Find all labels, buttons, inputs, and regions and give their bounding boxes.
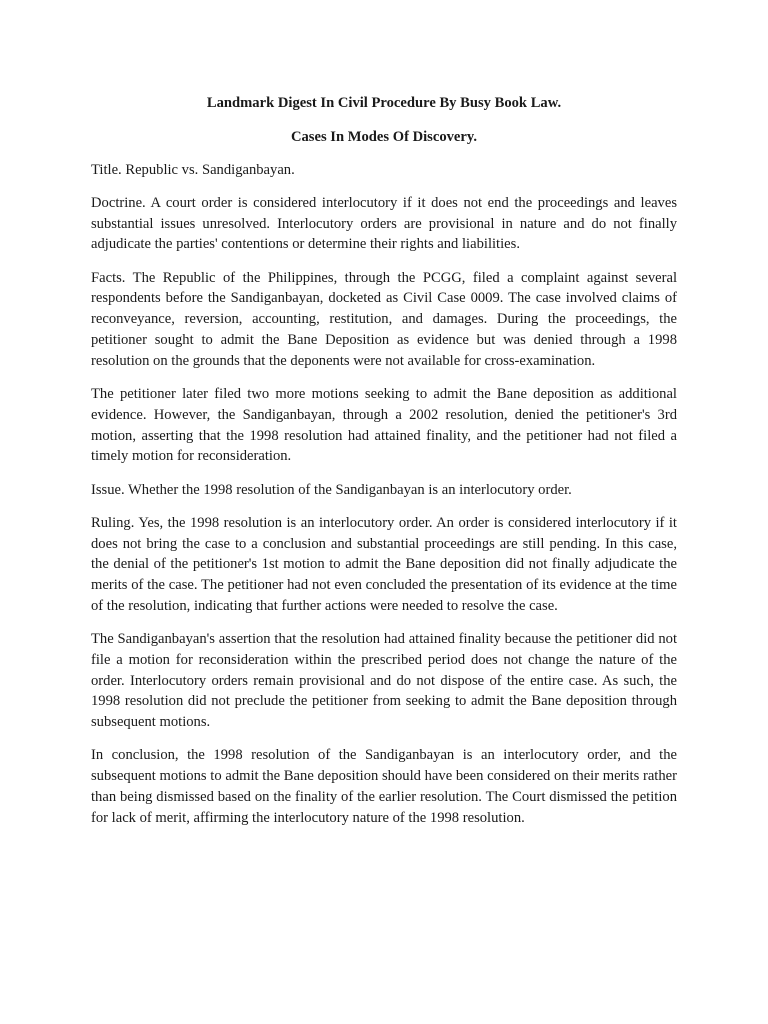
paragraph-conclusion: In conclusion, the 1998 resolution of the Sandiganbayan is an interlocutory order, and the subsequent motions to admit the Bane deposition should have been considered on their merits rather than being dismissed based on the finality of the earlier resolution. The Court dismissed the petition for lack of merit, affirming the interlocutory nature of the 1998 resolution. <box>91 747 677 826</box>
document-subtitle: Cases In Modes Of Discovery. <box>290 128 478 145</box>
paragraph-facts: Facts. The Republic of the Philippines, through the PCGG, filed a complaint against several respondents before the Sandiganbayan, docketed as Civil Case 0009. The case involved claims of reconveyance, reversion, accounting, restitution, and damages. During the proceedings, the petitioner sought to admit the Bane Deposition as evidence but was denied through a 1998 resolution on the grounds that the deponents were not available for cross-examination. <box>91 269 677 369</box>
paragraph-ruling: Ruling. Yes, the 1998 resolution is an interlocutory order. An order is considered interlocutory if it does not bring the case to a conclusion and substantial proceedings are still pending. In this case, the denial of the petitioner's 1st motion to admit the Bane deposition did not finally adjudicate the merits of the case. The petitioner had not even concluded the presentation of its evidence at the time of the resolution, indicating that further actions were needed to resolve the case. <box>91 514 677 614</box>
paragraph-facts-continued: The petitioner later filed two more motions seeking to admit the Bane deposition as additional evidence. However, the Sandiganbayan, through a 2002 resolution, denied the petitioner's 3rd motion, asserting that the 1998 resolution had attained finality, and the petitioner had not filed a timely motion for reconsideration. <box>91 385 677 465</box>
paragraph-case-title: Title. Republic vs. Sandiganbayan. <box>91 161 295 178</box>
paragraph-doctrine: Doctrine. A court order is considered interlocutory if it does not end the proceedings and leaves substantial issues unresolved. Interlocutory orders are provisional in nature and do not finally adjudicate the parties' contentions or determine their rights and liabilities. <box>91 194 677 253</box>
paragraph-issue: Issue. Whether the 1998 resolution of the Sandiganbayan is an interlocutory order. <box>91 481 572 498</box>
document-title: Landmark Digest In Civil Procedure By Busy Book Law. <box>206 95 562 111</box>
paragraph-ruling-continued: The Sandiganbayan's assertion that the resolution had attained finality because the petitioner did not file a motion for reconsideration within the prescribed period does not change the nature of the order. Interlocutory orders remain provisional and do not dispose of the entire case. As such, the 1998 resolution did not preclude the petitioner from seeking to admit the Bane deposition through subsequent motions. <box>91 631 677 731</box>
